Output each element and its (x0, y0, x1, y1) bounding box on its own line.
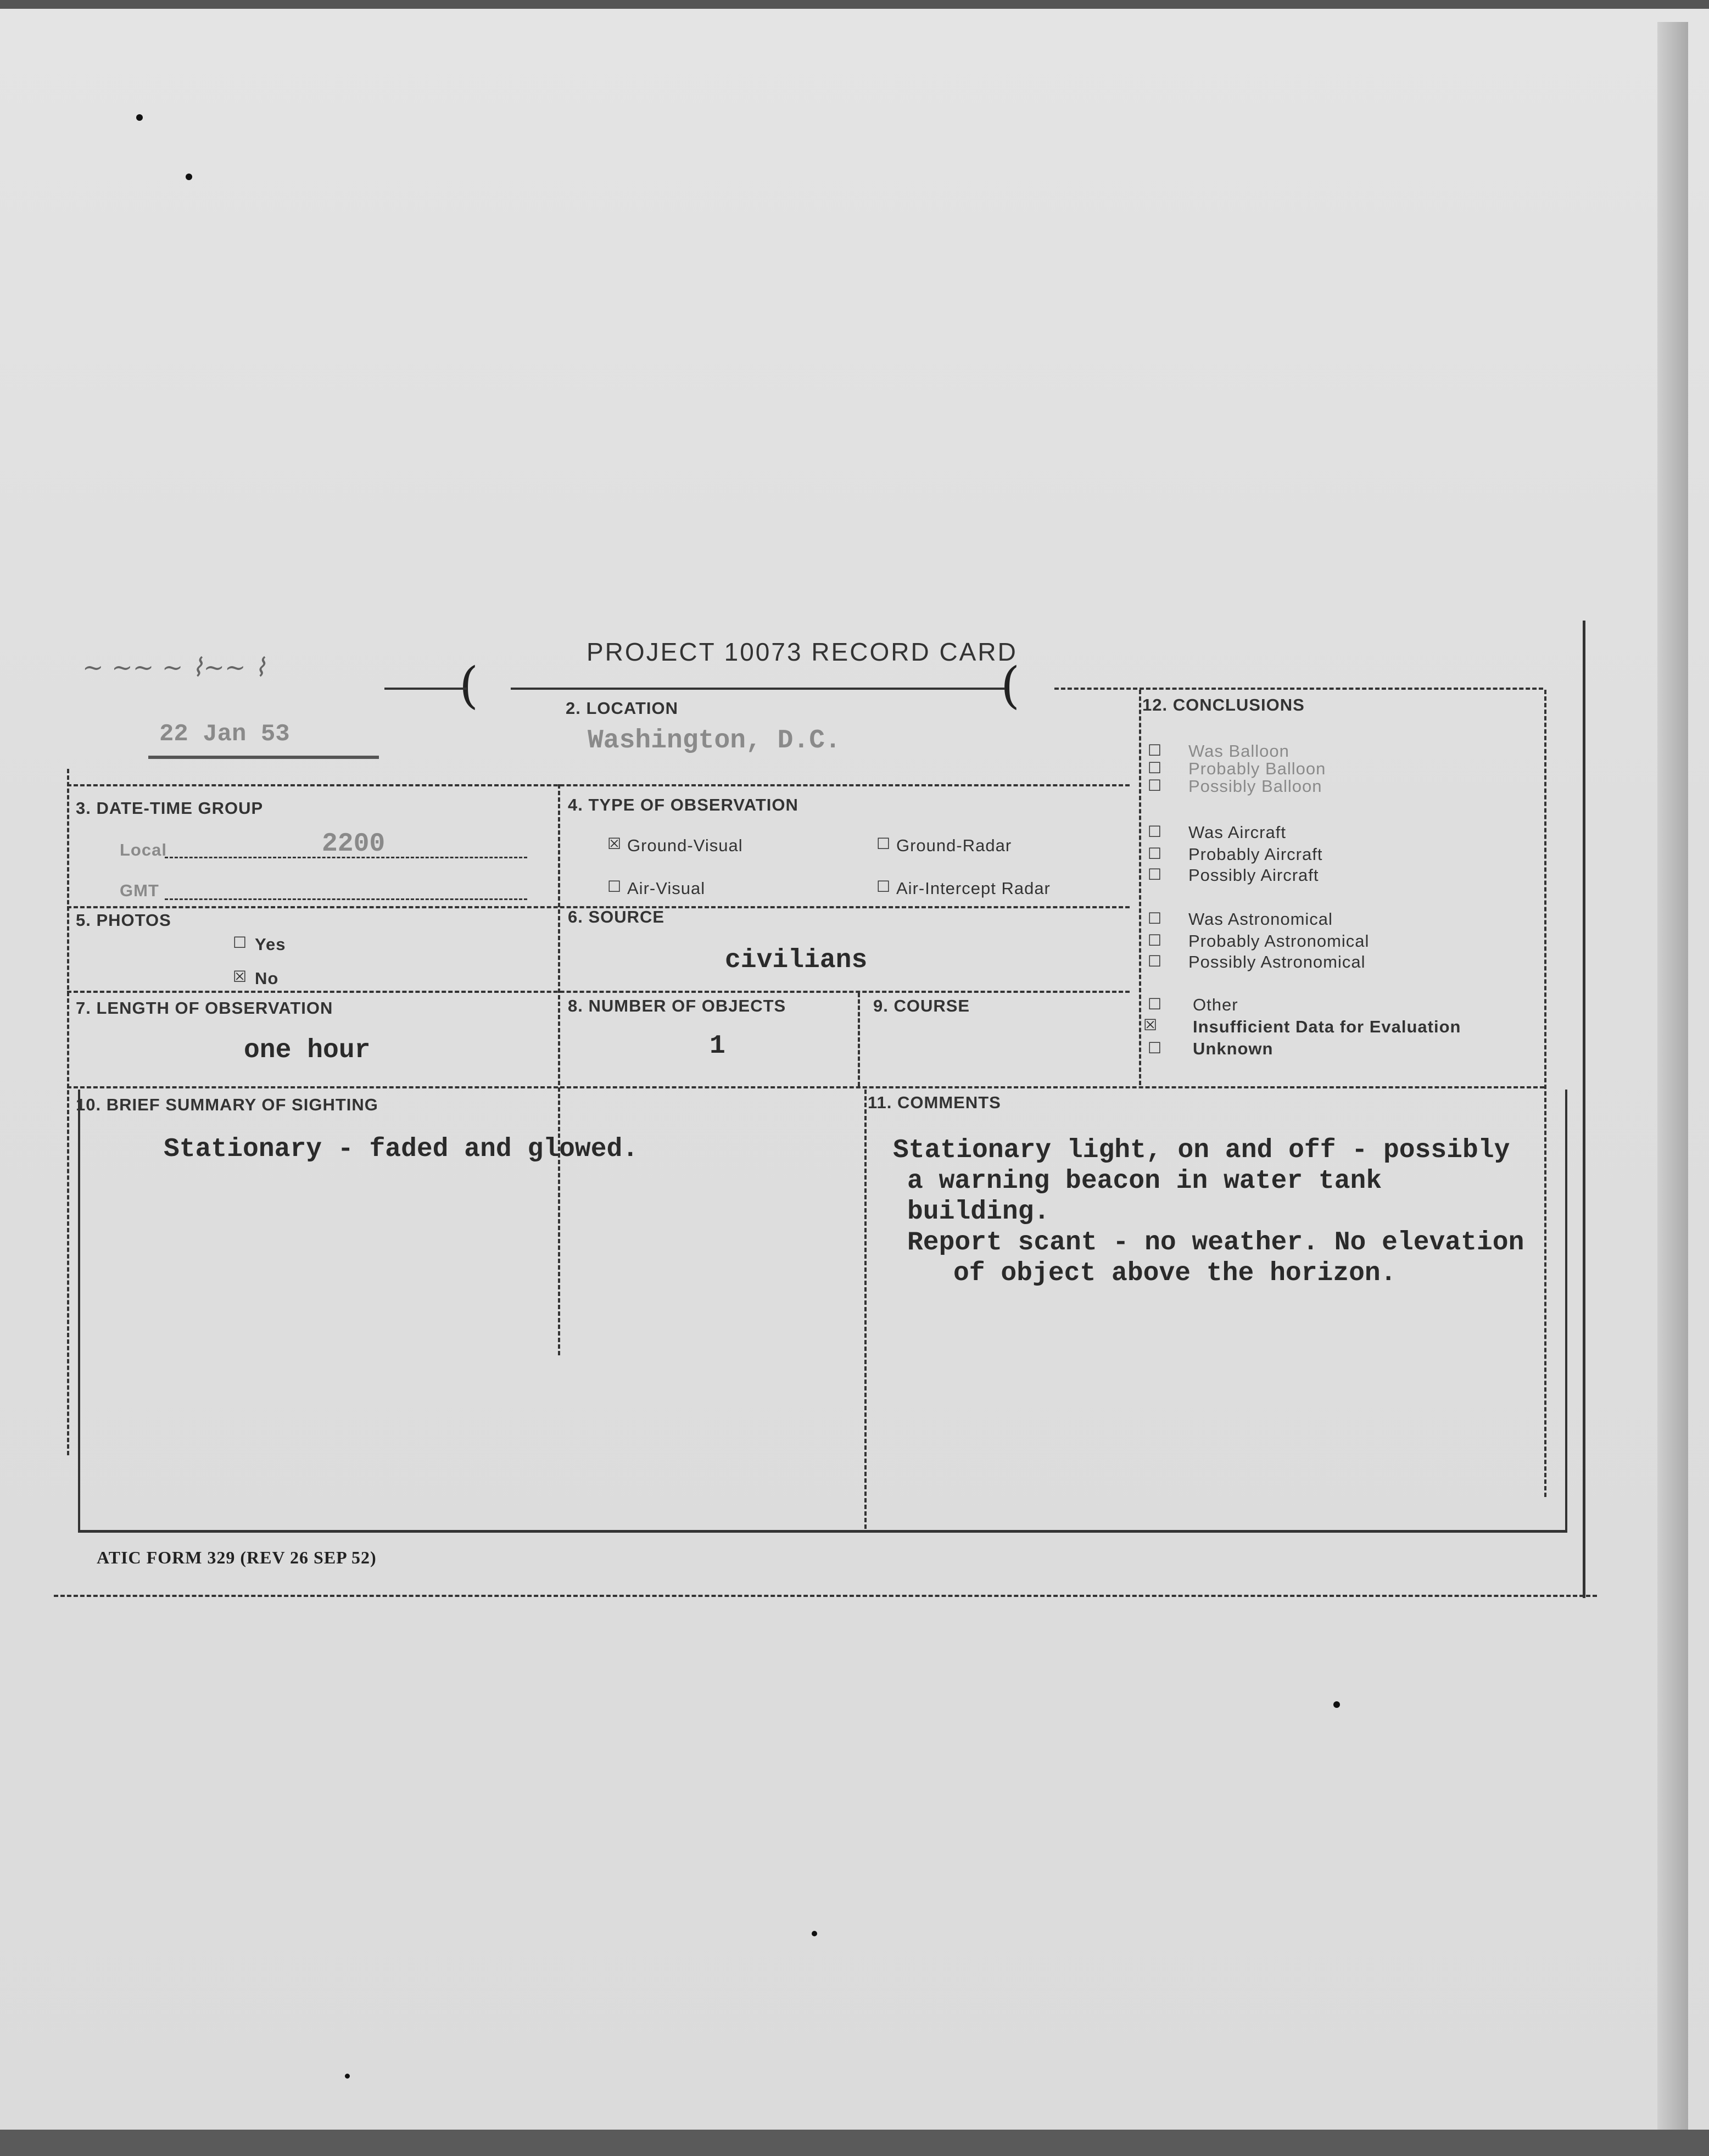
probably-balloon-label: Probably Balloon (1188, 759, 1326, 778)
probably-astronomical-label: Probably Astronomical (1188, 931, 1370, 951)
row-divider-4 (67, 1086, 1544, 1088)
card-right-edge (1583, 621, 1585, 1598)
location-label: 2. LOCATION (566, 699, 679, 718)
possibly-balloon-label: Possibly Balloon (1188, 777, 1322, 796)
comments-label: 11. COMMENTS (868, 1093, 1001, 1112)
possibly-balloon-checkbox[interactable]: ☐ (1148, 777, 1162, 795)
column-divider-comments (864, 1090, 867, 1529)
dust-speck (345, 2074, 350, 2079)
gmt-label: GMT (120, 881, 159, 900)
ground-visual-checkbox[interactable]: ☒ (607, 835, 622, 853)
possibly-aircraft-checkbox[interactable]: ☐ (1148, 865, 1162, 884)
dust-speck (186, 174, 192, 180)
length-of-observation-value: one hour (244, 1036, 371, 1065)
was-aircraft-checkbox[interactable]: ☐ (1148, 823, 1162, 841)
was-astronomical-label: Was Astronomical (1188, 909, 1333, 929)
date-time-group-label: 3. DATE-TIME GROUP (76, 798, 264, 818)
ground-radar-label: Ground-Radar (896, 836, 1012, 855)
brief-summary-value: Stationary - faded and glowed. (164, 1135, 639, 1164)
air-visual-label: Air-Visual (627, 879, 706, 898)
gmt-underline (165, 898, 527, 900)
possibly-astronomical-checkbox[interactable]: ☐ (1148, 952, 1162, 970)
air-visual-checkbox[interactable]: ☐ (607, 878, 622, 896)
column-divider-left (558, 784, 560, 1355)
date-underline (148, 756, 379, 759)
was-aircraft-label: Was Aircraft (1188, 823, 1286, 842)
insufficient-data-checkbox[interactable]: ☒ (1143, 1016, 1158, 1034)
local-label: Local (120, 840, 167, 859)
top-rule-segment (511, 688, 1005, 690)
scan-edge-right (1657, 22, 1688, 2142)
card-bottom-edge (54, 1595, 1597, 1597)
dust-speck (812, 1931, 817, 1936)
dust-speck (136, 114, 143, 121)
number-of-objects-value: 1 (710, 1031, 725, 1061)
unknown-label: Unknown (1193, 1039, 1274, 1058)
row-divider-1 (67, 784, 1130, 786)
comments-line-5: of object above the horizon. (953, 1259, 1397, 1288)
card-title: PROJECT 10073 RECORD CARD (587, 638, 1018, 666)
was-balloon-label: Was Balloon (1188, 741, 1289, 761)
air-intercept-radar-label: Air-Intercept Radar (896, 879, 1051, 898)
handwritten-signature: ~ ~~ ~ ⌇~~ ⌇ (82, 652, 266, 682)
photos-no-label: No (255, 969, 279, 988)
source-value: civilians (725, 946, 868, 975)
form-footer: ATIC FORM 329 (REV 26 SEP 52) (97, 1548, 377, 1567)
comments-line-3: building. (907, 1197, 1050, 1227)
card-body-bottom-border (78, 1530, 1567, 1533)
local-time-value: 2200 (322, 829, 386, 859)
top-rule-segment (384, 688, 467, 690)
comments-line-4: Report scant - no weather. No elevation (907, 1228, 1524, 1258)
probably-astronomical-checkbox[interactable]: ☐ (1148, 931, 1162, 949)
possibly-aircraft-label: Possibly Aircraft (1188, 865, 1319, 885)
source-label: 6. SOURCE (568, 907, 665, 926)
scan-edge-top (0, 0, 1709, 9)
unknown-checkbox[interactable]: ☐ (1148, 1039, 1162, 1057)
card-body-right-border (1565, 1090, 1567, 1532)
insufficient-data-label: Insufficient Data for Evaluation (1193, 1017, 1461, 1036)
number-of-objects-label: 8. NUMBER OF OBJECTS (568, 996, 786, 1015)
photos-yes-checkbox[interactable]: ☐ (233, 934, 247, 952)
probably-balloon-checkbox[interactable]: ☐ (1148, 759, 1162, 777)
photos-label: 5. PHOTOS (76, 911, 171, 930)
local-underline (165, 857, 527, 858)
conclusions-label: 12. CONCLUSIONS (1142, 695, 1305, 714)
card-body-left-border (78, 1090, 80, 1532)
column-divider-course (858, 993, 860, 1086)
possibly-astronomical-label: Possibly Astronomical (1188, 952, 1366, 971)
air-intercept-radar-checkbox[interactable]: ☐ (876, 878, 891, 896)
other-label: Other (1193, 995, 1238, 1014)
scan-edge-bottom (0, 2130, 1709, 2156)
ground-radar-checkbox[interactable]: ☐ (876, 835, 891, 853)
dust-speck (1333, 1701, 1340, 1708)
date-field-value: 22 Jan 53 (159, 720, 290, 748)
row-divider-3 (67, 991, 1130, 993)
card-left-border (67, 769, 69, 1455)
photos-no-checkbox[interactable]: ☒ (233, 968, 247, 986)
probably-aircraft-label: Probably Aircraft (1188, 845, 1323, 864)
column-divider-conclusions (1139, 690, 1141, 1085)
was-astronomical-checkbox[interactable]: ☐ (1148, 909, 1162, 928)
top-bracket-right: ( (1001, 657, 1020, 714)
brief-summary-label: 10. BRIEF SUMMARY OF SIGHTING (76, 1095, 378, 1114)
comments-line-1: Stationary light, on and off - possibly (893, 1136, 1510, 1165)
type-of-observation-label: 4. TYPE OF OBSERVATION (568, 795, 798, 814)
top-bracket-left: ( (459, 657, 479, 714)
comments-line-2: a warning beacon in water tank (907, 1166, 1382, 1196)
was-balloon-checkbox[interactable]: ☐ (1148, 741, 1162, 759)
length-of-observation-label: 7. LENGTH OF OBSERVATION (76, 998, 333, 1018)
other-checkbox[interactable]: ☐ (1148, 995, 1162, 1013)
top-rule-segment (1054, 688, 1543, 690)
location-value: Washington, D.C. (588, 726, 841, 756)
ground-visual-label: Ground-Visual (627, 836, 743, 855)
photos-yes-label: Yes (255, 935, 286, 954)
card-inner-right-border (1544, 690, 1546, 1497)
probably-aircraft-checkbox[interactable]: ☐ (1148, 845, 1162, 863)
course-label: 9. COURSE (873, 996, 970, 1015)
